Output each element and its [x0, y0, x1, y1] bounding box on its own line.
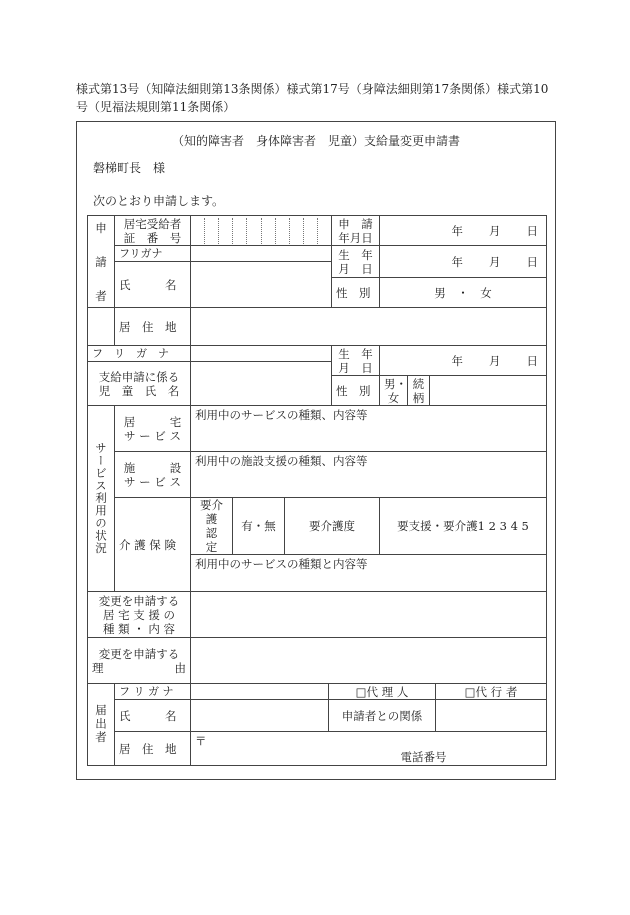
row-change-kind [88, 592, 547, 638]
addressee: 磐梯町長 様 [93, 161, 166, 175]
child-relation-input[interactable] [430, 376, 547, 406]
home-service-label: 居 宅 サ ー ビ ス [115, 406, 191, 452]
cert-number-input[interactable] [191, 216, 332, 246]
care-insurance-label: 介 護 保 険 [115, 498, 191, 592]
applicant-furigana-label: フリガナ [115, 246, 191, 262]
relation-label: 申請者との関係 [329, 700, 436, 732]
form-frame [76, 121, 556, 780]
notifier-name-input[interactable] [191, 700, 329, 732]
child-birth-field[interactable]: 年 月 日 [380, 346, 547, 376]
notifier-address-label: 居 住 地 [115, 732, 191, 766]
change-kind-label: 変更を申請する 居 宅 支 援 の 種 類 ・ 内 容 [88, 592, 191, 638]
notifier-section-label: 届出者 [88, 684, 115, 766]
row-notifier-name [88, 700, 547, 732]
row-notifier-furigana [88, 684, 547, 700]
row-child-furigana [88, 346, 547, 362]
application-date-field[interactable]: 年 月 日 [380, 216, 547, 246]
child-sex-label: 性 別 [332, 376, 380, 406]
child-birth-label: 生 年 月 日 [332, 346, 380, 376]
change-kind-input[interactable] [191, 592, 547, 638]
relation-input[interactable] [436, 700, 547, 732]
care-level-label: 要介護度 [285, 498, 380, 555]
application-table [87, 215, 547, 684]
row-change-reason [88, 638, 547, 684]
form-title: （知的障害者 身体障害者 児童）支給量変更申請書 [171, 134, 460, 148]
notifier-name-label: 氏 名 [115, 700, 191, 732]
row-certificate [88, 216, 547, 246]
row-applicant-address [88, 308, 547, 346]
notifier-furigana-label: フ リ ガ ナ [115, 684, 191, 700]
facility-service-label: 施 設 サ ー ビ ス [115, 452, 191, 498]
applicant-sex-label: 性 別 [332, 278, 380, 308]
applicant-address-input[interactable] [191, 308, 547, 346]
care-level-value[interactable]: 要支援・要介護1 2 3 4 5 [380, 498, 547, 555]
applicant-sex-options[interactable]: 男 ・ 女 [380, 278, 547, 308]
agent-checkbox[interactable]: □代 行 者 [436, 684, 547, 700]
phone-label: 電話番号 [400, 750, 447, 764]
change-reason-label: 変更を申請する 理 由 [88, 638, 191, 684]
child-name-input[interactable] [191, 362, 332, 406]
child-sex-options[interactable]: 男・女 [380, 376, 408, 406]
child-furigana-label: フ リ ガ ナ [88, 346, 191, 362]
row-care-insurance [88, 498, 547, 555]
row-home-service [88, 406, 547, 452]
facility-service-input[interactable]: 利用中の施設支援の種類、内容等 [191, 452, 547, 498]
child-name-label: 支給申請に係る 児 童 氏 名 [88, 362, 191, 406]
cert-number-label: 居宅受給者 証 番 号 [115, 216, 191, 246]
notifier-address-input[interactable] [191, 732, 547, 766]
child-relation-label: 続 柄 [408, 376, 430, 406]
home-service-input[interactable]: 利用中のサービスの種類、内容等 [191, 406, 547, 452]
applicant-name-input[interactable] [191, 262, 332, 308]
proxy-checkbox[interactable]: □代 理 人 [329, 684, 436, 700]
applicant-name-label: 氏 名 [115, 262, 191, 308]
applicant-address-label: 居 住 地 [115, 308, 191, 346]
applicant-birth-label: 生 年 月 日 [332, 246, 380, 278]
row-applicant-furigana [88, 246, 547, 262]
applicant-furigana-input[interactable] [191, 246, 332, 262]
applicant-section-spacer [88, 308, 115, 346]
applicant-birth-field[interactable]: 年 月 日 [380, 246, 547, 278]
care-cert-label: 要介護 認 定 [191, 498, 233, 555]
child-furigana-input[interactable] [191, 346, 332, 362]
form-number-header: 様式第13号（知障法細則第13条関係）様式第17号（身障法細則第17条関係）様式第10号（児福法規則第11条関係） [76, 82, 549, 114]
care-cert-yesno[interactable]: 有・無 [233, 498, 285, 555]
notifier-furigana-input[interactable] [191, 684, 329, 700]
postal-mark: 〒 [195, 734, 207, 748]
care-services-input[interactable]: 利用中のサービスの種類と内容等 [191, 555, 547, 592]
service-section-label: サービス利用の状況 [88, 406, 115, 592]
applicant-section-label: 申 請 者 [88, 216, 115, 308]
row-facility-service [88, 452, 547, 498]
application-date-label: 申 請 年月日 [332, 216, 380, 246]
row-notifier-address [88, 732, 547, 766]
notifier-table [87, 683, 547, 766]
application-statement: 次のとおり申請します。 [93, 194, 225, 208]
change-reason-input[interactable] [191, 638, 547, 684]
